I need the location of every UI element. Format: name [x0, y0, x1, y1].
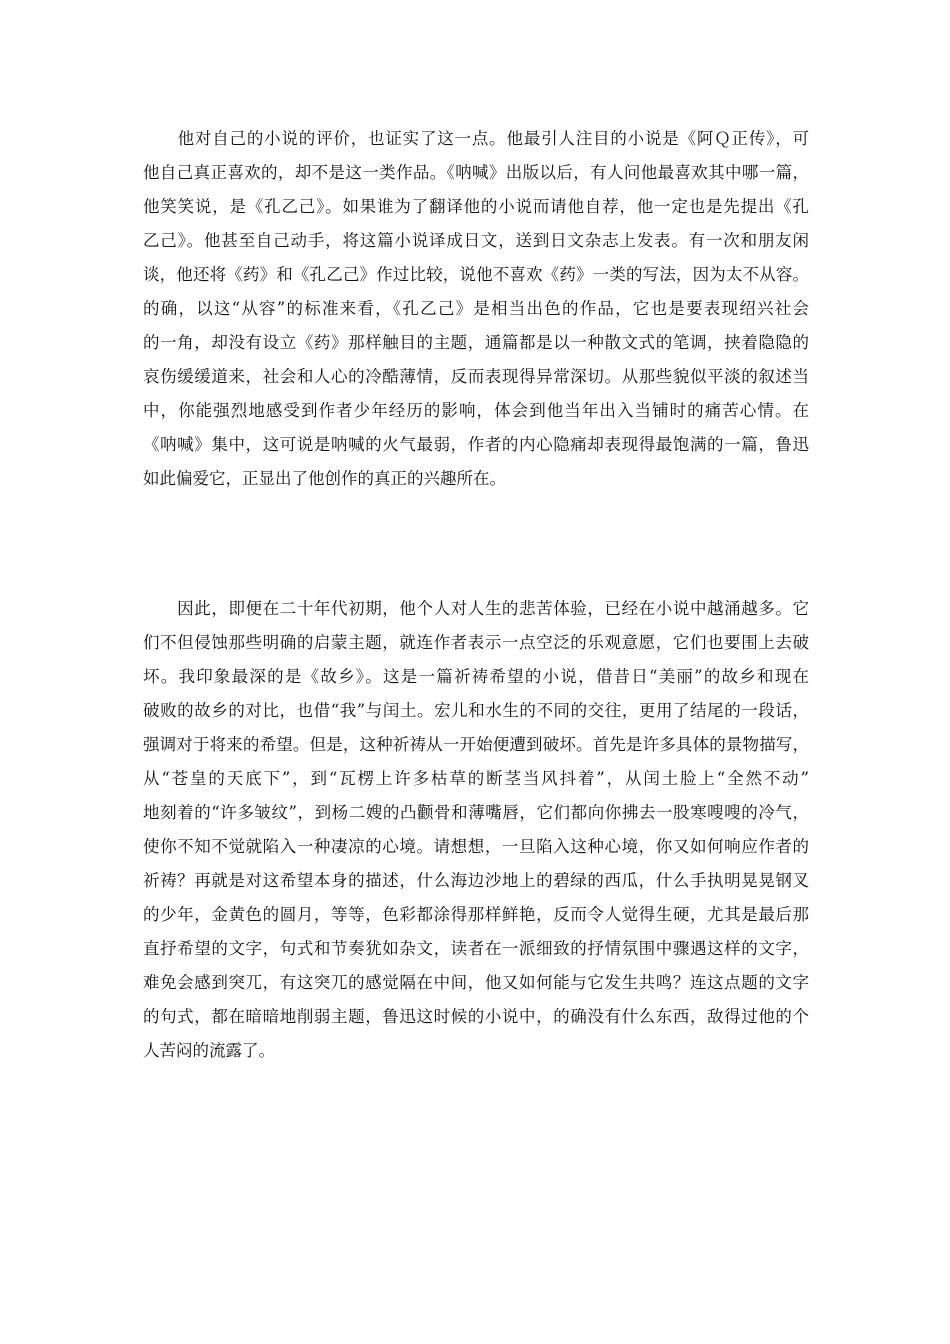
text-line: 《呐喊》集中，这可说是呐喊的火气最弱，作者的内心隐痛却表现得最饱满的一篇，鲁迅	[143, 435, 809, 454]
text-line: 乙己》。他甚至自己动手，将这篇小说译成日文，送到日文杂志上发表。有一次和朋友闲	[143, 231, 809, 250]
text-line: 直抒希望的文字，句式和节奏犹如杂文，读者在一派细致的抒情氛围中骤遇这样的文字，	[143, 939, 809, 958]
text-line: 中，你能强烈地感受到作者少年经历的影响，体会到他当年出入当铺时的痛苦心情。在	[143, 401, 809, 420]
text-line: 哀伤缓缓道来，社会和人心的冷酷薄情，反而表现得异常深切。从那些貌似平淡的叙述当	[143, 367, 809, 386]
text-line: 他对自己的小说的评价，也证实了这一点。他最引人注目的小说是《阿Ｑ正传》，可	[143, 129, 809, 148]
text-line: 如此偏爱它，正显出了他创作的真正的兴趣所在。	[143, 469, 506, 488]
text-line: 破败的故乡的对比，也借“我”与闰土。宏儿和水生的不同的交往，更用了结尾的一段话，	[143, 701, 809, 720]
text-line: 从“苍皇的天底下”，到“瓦楞上许多枯草的断茎当风抖着”，从闰土脸上“全然不动”	[143, 769, 809, 788]
text-line: 地刻着的“许多皱纹”，到杨二嫂的凸颧骨和薄嘴唇，它们都向你拂去一股寒嗖嗖的冷气，	[143, 803, 809, 822]
text-line: 难免会感到突兀，有这突兀的感觉隔在中间，他又如何能与它发生共鸣？连这点题的文字	[143, 973, 809, 992]
text-line: 人苦闷的流露了。	[143, 1041, 275, 1060]
text-line: 他自己真正喜欢的，却不是这一类作品。《呐喊》出版以后，有人问他最喜欢其中哪一篇，	[143, 163, 809, 182]
text-line: 的少年，金黄色的圆月，等等，色彩都涂得那样鲜艳，反而令人觉得生硬，尤其是最后那	[143, 905, 809, 924]
text-line: 使你不知不觉就陷入一种凄凉的心境。请想想，一旦陷入这种心境，你又如何响应作者的	[143, 837, 809, 856]
text-line: 的确，以这“从容”的标准来看，《孔乙己》是相当出色的作品，它也是要表现绍兴社会	[143, 299, 809, 318]
text-line: 的一角，却没有设立《药》那样触目的主题，通篇都是以一种散文式的笔调，挟着隐隐的	[143, 333, 809, 352]
paragraph-1	[143, 122, 809, 496]
text-line: 他笑笑说，是《孔乙己》。如果谁为了翻译他的小说而请他自荐，他一定也是先提出《孔	[143, 197, 809, 216]
text-line: 谈，他还将《药》和《孔乙己》作过比较，说他不喜欢《药》一类的写法，因为太不从容。	[143, 265, 809, 284]
text-line: 祈祷？再就是对这希望本身的描述，什么海边沙地上的碧绿的西瓜，什么手执明晃晃钢叉	[143, 871, 809, 890]
text-line: 坏。我印象最深的是《故乡》。这是一篇祈祷希望的小说，借昔日“美丽”的故乡和现在	[143, 667, 809, 686]
paragraph-2	[143, 592, 809, 1068]
text-line: 因此，即便在二十年代初期，他个人对人生的悲苦体验，已经在小说中越涌越多。它	[143, 599, 809, 618]
text-line: 的句式，都在暗暗地削弱主题，鲁迅这时候的小说中，的确没有什么东西，敌得过他的个	[143, 1007, 809, 1026]
text-line: 们不但侵蚀那些明确的启蒙主题，就连作者表示一点空泛的乐观意愿，它们也要围上去破	[143, 633, 809, 652]
text-line: 强调对于将来的希望。但是，这种祈祷从一开始便遭到破坏。首先是许多具体的景物描写，	[143, 735, 809, 754]
